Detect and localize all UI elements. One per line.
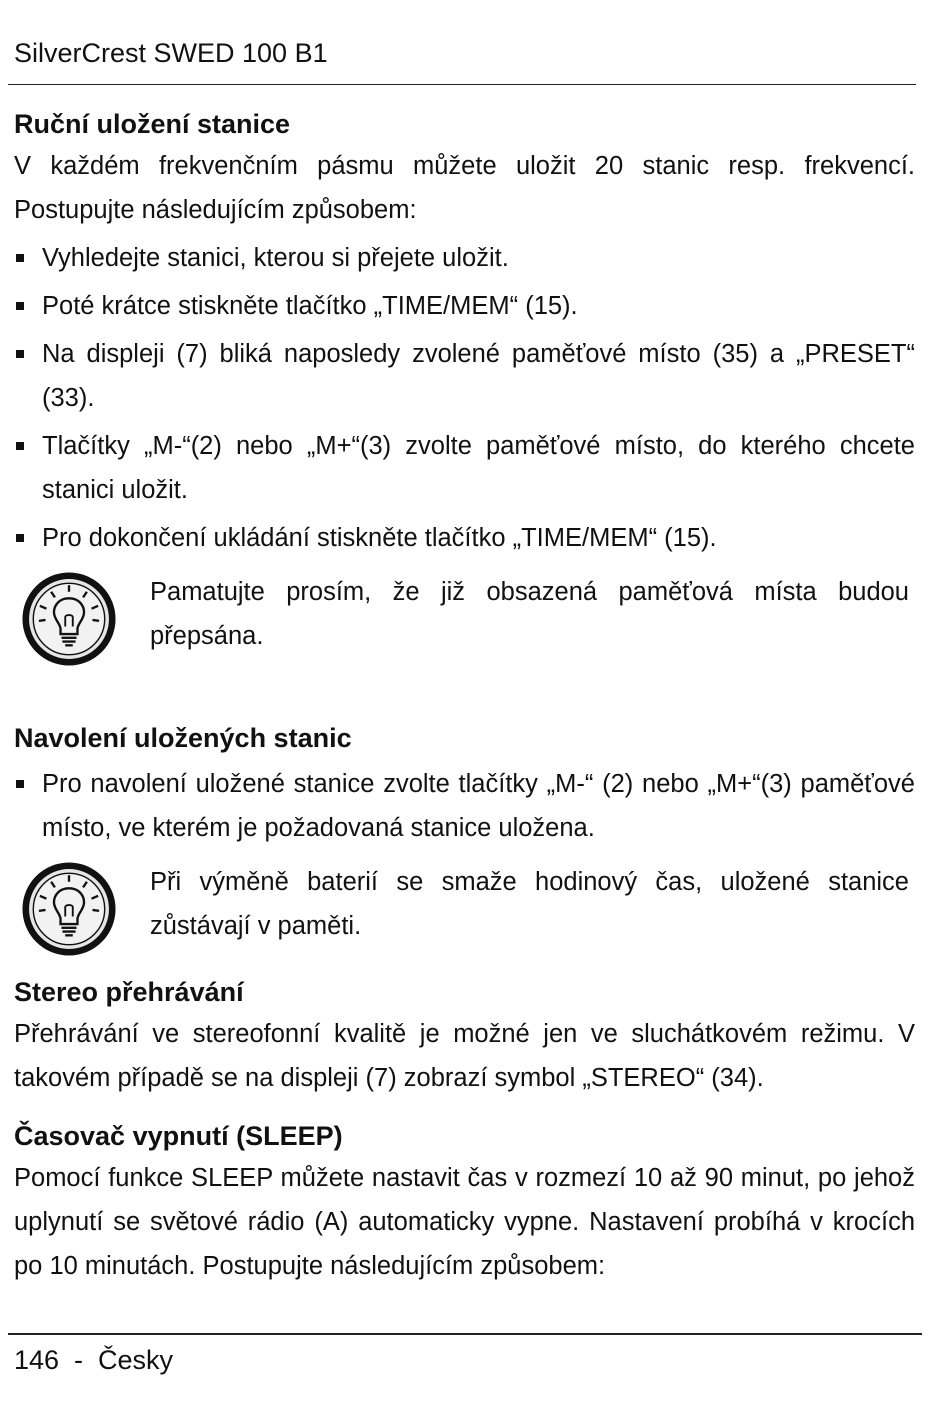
section-heading-manual-save: Ruční uložení stanice (14, 109, 291, 139)
note-box (14, 570, 915, 666)
note-text: Při výměně baterií se smaže hodinový čas, uložené stanice zůstávají v paměti. (150, 868, 909, 940)
header-rule (8, 84, 916, 85)
section-text: Přehrávání ve stereofonní kvalitě je možné jen ve sluchátkovém režimu. V takovém případě se na displeji (7) zobrazí symbol „STEREO“ (34). (14, 1020, 915, 1092)
list-item: Tlačítky „M-“(2) nebo „M+“(3) zvolte paměťové místo, do kterého chcete stanici uložit. (14, 424, 915, 512)
section-intro: V každém frekvenčním pásmu můžete uložit 20 stanic resp. frekvencí. Postupujte následujícím způsobem: (14, 152, 915, 224)
list-item: Na displeji (7) bliká naposledy zvolené paměťové místo (35) a „PRESET“ (33). (14, 332, 915, 420)
lightbulb-icon (22, 862, 116, 956)
list-item: Vyhledejte stanici, kterou si přejete uložit. (14, 236, 915, 280)
document-header: SilverCrest SWED 100 B1 (14, 38, 328, 68)
page-content (14, 104, 915, 1288)
footer-rule (8, 1333, 922, 1335)
list-item: Poté krátce stiskněte tlačítko „TIME/MEM“ (15). (14, 284, 915, 328)
section-heading-sleep-timer: Časovač vypnutí (SLEEP) (14, 1121, 343, 1151)
note-text: Pamatujte prosím, že již obsazená paměťová místa budou přepsána. (150, 578, 909, 650)
section-heading-recall-stations: Navolení uložených stanic (14, 723, 352, 753)
steps-list (14, 762, 915, 850)
steps-list (14, 236, 915, 560)
lightbulb-icon (22, 572, 116, 666)
section-heading-stereo: Stereo přehrávání (14, 977, 244, 1007)
section-text: Pomocí funkce SLEEP můžete nastavit čas v rozmezí 10 až 90 minut, po jehož uplynutí se světové rádio (A) automaticky vypne. Nastavení probíhá v krocích po 10 minutách. Postupujte následujícím způsobem: (14, 1164, 915, 1280)
list-item: Pro navolení uložené stanice zvolte tlačítky „M-“ (2) nebo „M+“(3) paměťové místo, ve kterém je požadovaná stanice uložena. (14, 762, 915, 850)
note-box (14, 860, 915, 956)
list-item: Pro dokončení ukládání stiskněte tlačítko „TIME/MEM“ (15). (14, 516, 915, 560)
page-number: 146 - Česky (14, 1345, 174, 1375)
